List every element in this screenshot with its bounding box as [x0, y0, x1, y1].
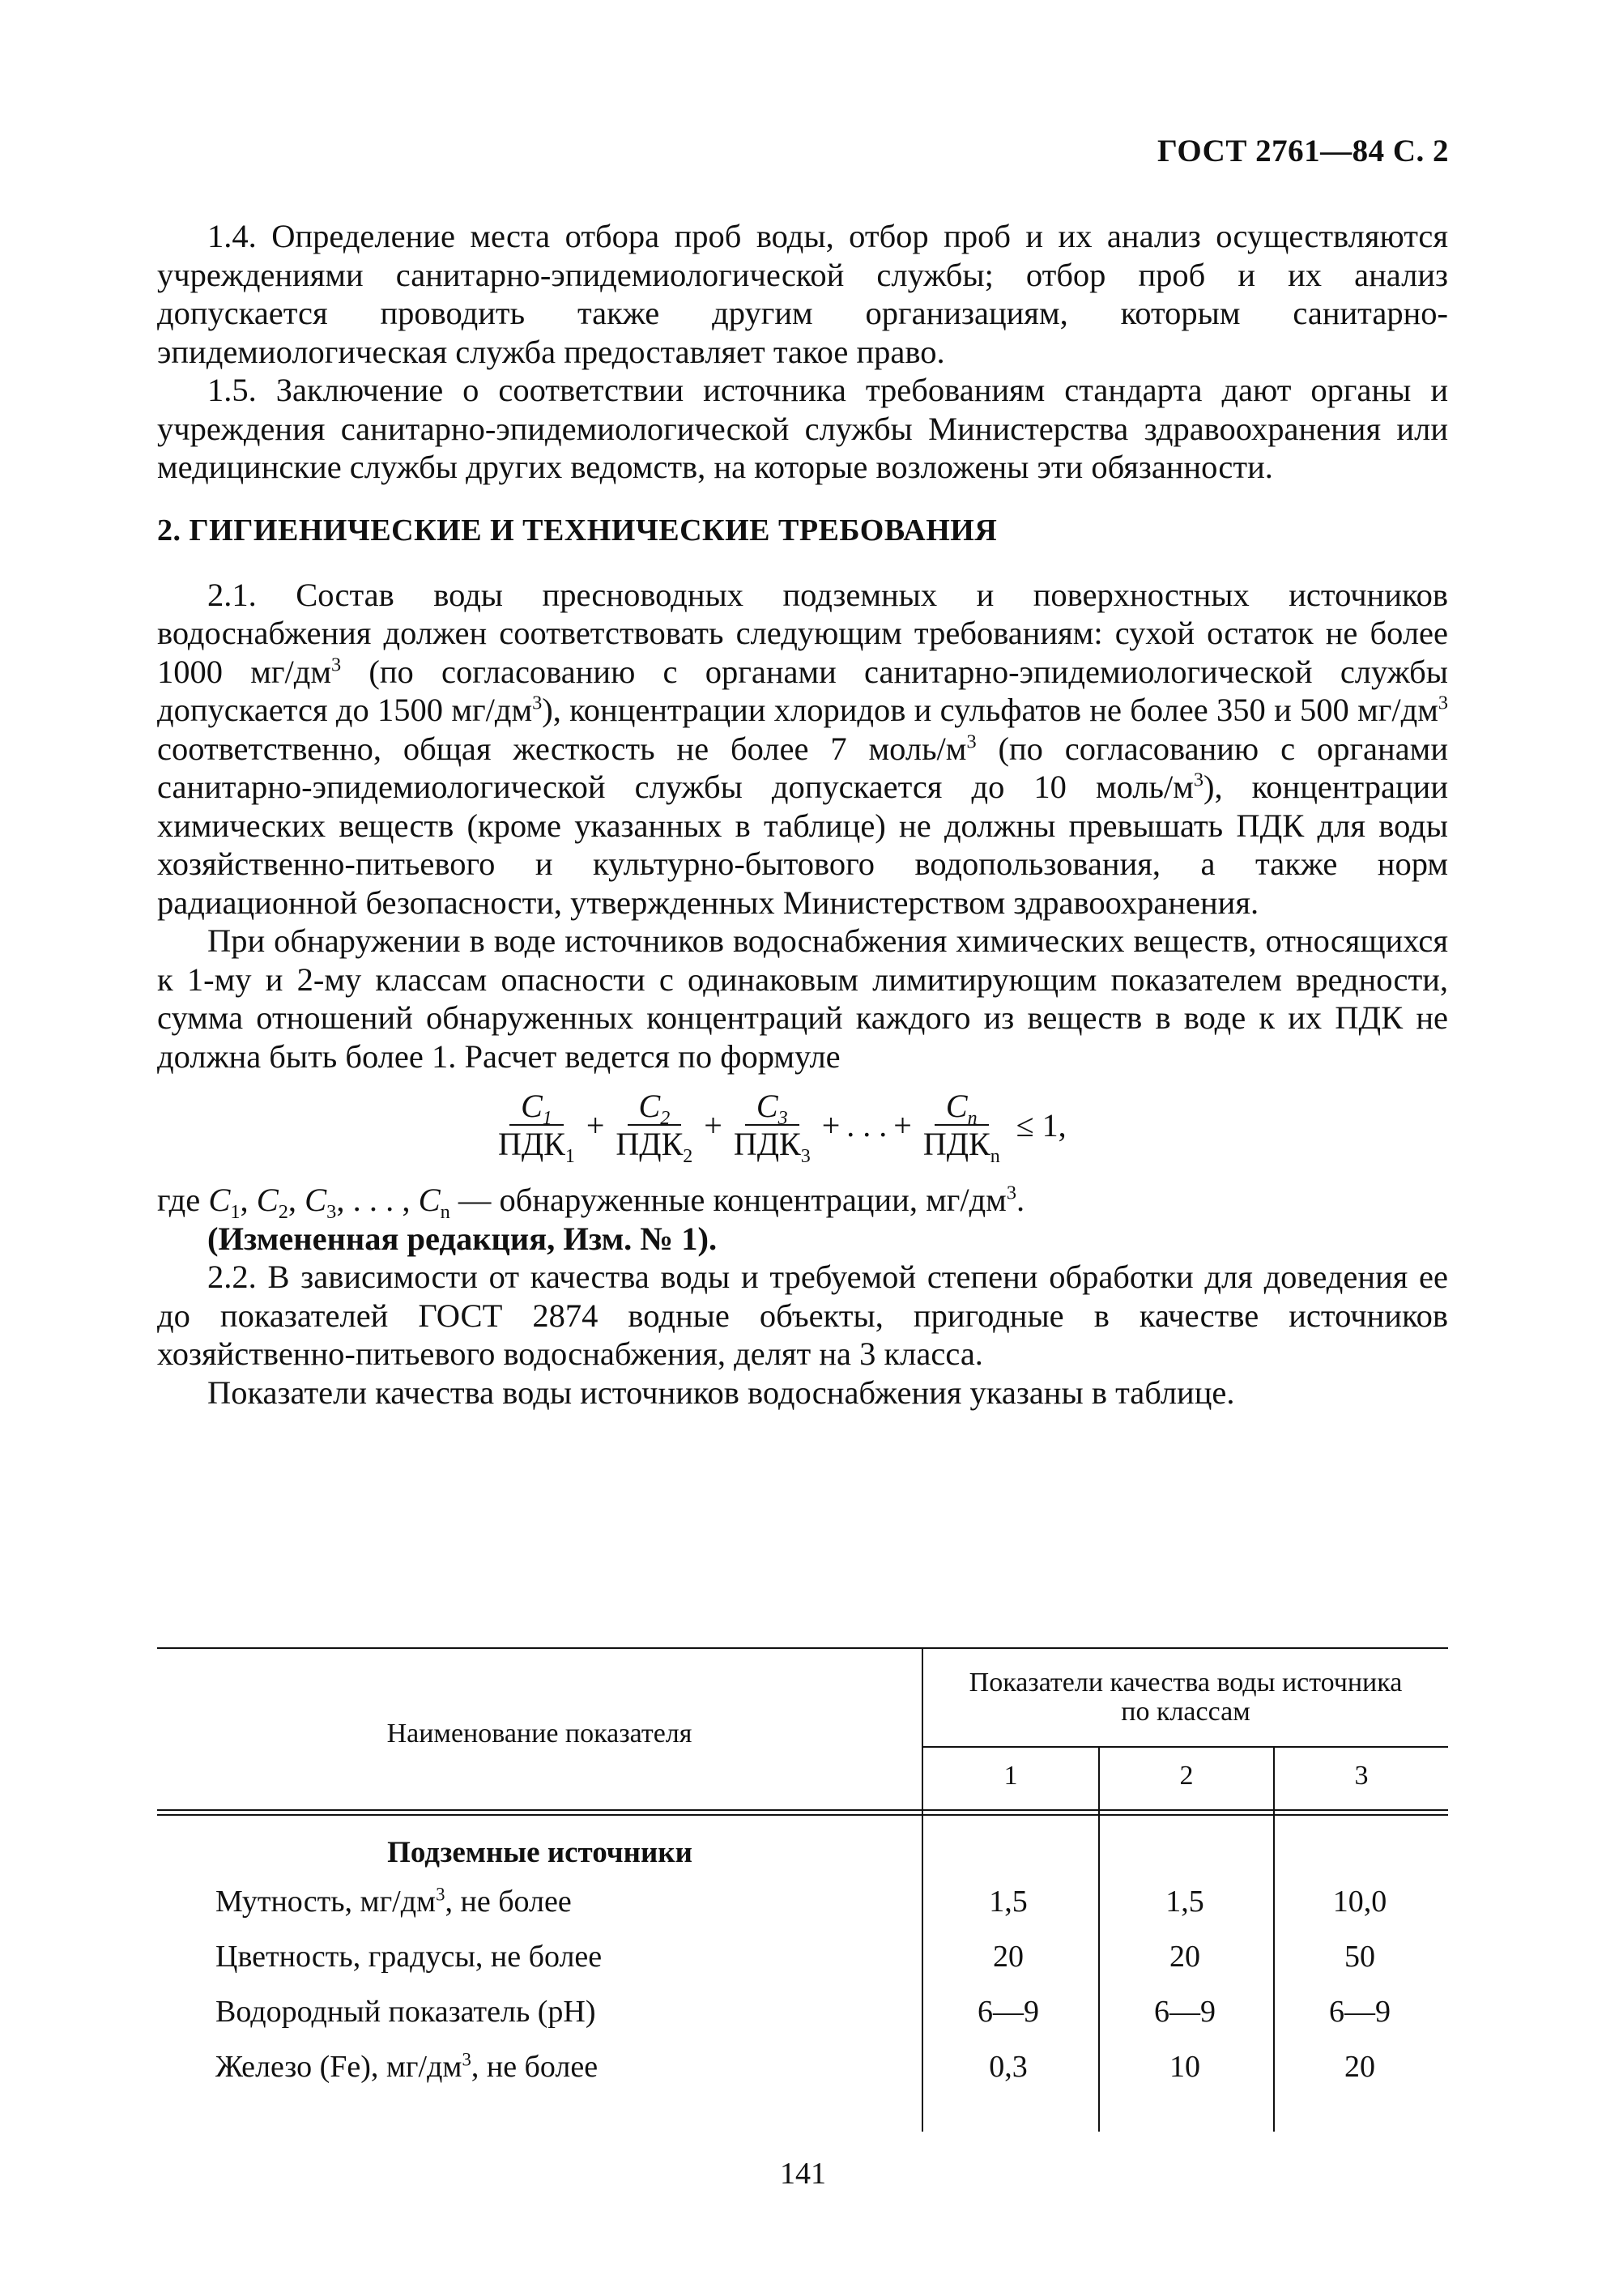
where-variables: $C_1$, $C_2$, $C_3$, . . . , $C_n$	[208, 1182, 450, 1224]
superscript: 3	[1193, 769, 1204, 791]
table-header-rule-2	[157, 1814, 1448, 1816]
table-row-label: Железо (Fe), $мг/дм^3$, не более	[215, 2049, 599, 2084]
column-header-class-3: 3	[1354, 1761, 1369, 1791]
column-header-classes: Показатели качества воды источника по классам	[969, 1668, 1403, 1727]
variable-c: C	[256, 1182, 279, 1218]
variable-subscript: n	[440, 1201, 450, 1224]
paragraph-1-5: 1.5. Заключение о соответствии источника требованиям стандарта дают органы и учреждения санитарно-эпидемиологической службы Министерства здравоохранения или медицинские службы других ведомств, на которые возложены эти обязанности.	[157, 372, 1448, 485]
table-group-rule	[923, 1746, 1448, 1748]
denominator: $ПДК_1$	[498, 1126, 575, 1167]
formula-fraction	[611, 1088, 697, 1167]
numerator: $C_3$	[745, 1088, 799, 1126]
table-cell-class-1: 6—9	[978, 1995, 1039, 2029]
variable-subscript: 2	[278, 1201, 288, 1224]
section-heading: 2. ГИГИЕНИЧЕСКИЕ И ТЕХНИЧЕСКИЕ ТРЕБОВАНИЯ	[157, 513, 998, 547]
table-cell-class-2: 20	[1169, 1940, 1200, 1974]
column-header-class-2: 2	[1179, 1761, 1194, 1791]
paragraph-2-2: 2.2. В зависимости от качества воды и требуемой степени обработки для доведения ее до показателей ГОСТ 2874 водные объекты, пригодные в качестве источников хозяйственно-питьевого водоснабжения, делят на 3 класса.	[157, 1259, 1448, 1372]
denominator: $ПДК_3$	[733, 1126, 811, 1167]
section-underground: Подземные источники	[387, 1836, 692, 1869]
paragraph-1-4: 1.4. Определение места отбора проб воды, отбор проб и их анализ осуществляются учреждениями санитарно-эпидемиологической службы; отбор проб и их анализ допускается проводить также другим организациям, которым санитарно-эпидемиологическая служба предоставляет такое право.	[157, 218, 1448, 370]
superscript: 3	[1438, 692, 1448, 714]
where-prefix: где	[157, 1182, 209, 1218]
paragraph-table-intro: Показатели качества воды источников водоснабжения указаны в таблице.	[207, 1374, 1235, 1411]
variable-c: C	[418, 1182, 441, 1218]
table-row-label: Водородный показатель (рН)	[215, 1995, 596, 2029]
paragraph-2-1	[157, 576, 1448, 922]
denominator: $ПДК_2$	[616, 1126, 693, 1167]
superscript: 3	[330, 654, 342, 675]
table-cell-class-3: 50	[1344, 1940, 1375, 1974]
p2-1-part-f: ), концентрации химических веществ (кроме указанных в таблице) не должны превышать ПДК для воды хозяйственно-питьевого и культурно-бытового водопользования, а также норм радиационной безопасности, утвержденных Министерством здравоохранения.	[157, 769, 1448, 921]
plus-sign: +	[586, 1107, 605, 1144]
table-cell-class-3: 10,0	[1332, 1885, 1387, 1919]
amendment-note: (Измененная редакция, Изм. № 1).	[207, 1220, 718, 1257]
p2-1-part-c: ), концентрации хлоридов и сульфатов не более 350 и 500 мг/дм	[542, 692, 1438, 728]
formula-expression	[490, 1088, 1070, 1167]
p2-1-part-b: (по согласованию с органами санитарно-эпидемиологической службы допускается до 1500 мг/дм	[157, 653, 1448, 728]
numerator: $C_1$	[509, 1088, 564, 1126]
plus-sign: +	[704, 1107, 722, 1144]
where-suffix: — обнаруженные концентрации, мг/дм	[449, 1182, 1007, 1218]
superscript: 3	[966, 731, 977, 752]
numerator: $C_n$	[935, 1088, 989, 1126]
ellipsis: . . .	[846, 1107, 888, 1144]
column-header-name: Наименование показателя	[386, 1719, 692, 1749]
p2-1-part-a: 2.1. Состав воды пресноводных подземных и поверхностных источников водоснабжения должен соответствовать следующим требованиям: сухой остаток не более 1000 мг/дм	[157, 576, 1448, 690]
table-cell-class-2: 10	[1169, 2050, 1200, 2084]
table-cell-class-1: 0,3	[989, 2050, 1028, 2084]
table-cell-class-3: 20	[1344, 2050, 1375, 2084]
table-cell-class-3: 6—9	[1329, 1995, 1391, 2029]
quality-table	[157, 1647, 1448, 2132]
body-text	[157, 217, 1448, 1412]
formula-fraction	[493, 1088, 580, 1167]
table-header-rule-1	[157, 1809, 1448, 1811]
variable-c: C	[305, 1182, 327, 1218]
formula	[157, 1087, 1448, 1176]
variable-subscript: 1	[230, 1201, 241, 1224]
plus-sign: +	[893, 1107, 912, 1144]
formula-fraction	[918, 1088, 1005, 1167]
variable-subscript: 3	[326, 1201, 337, 1224]
page-header: ГОСТ 2761—84 С. 2	[1157, 134, 1449, 168]
formula-fraction	[729, 1088, 816, 1167]
plus-sign: +	[821, 1107, 841, 1144]
table-cell-class-1: 20	[993, 1940, 1024, 1974]
p2-1-part-d: соответственно, общая жесткость не более 7 моль/м	[157, 730, 967, 767]
table-cell-class-1: 1,5	[989, 1885, 1028, 1919]
variable-c: C	[208, 1182, 231, 1218]
superscript: 3	[1006, 1182, 1016, 1204]
denominator: $ПДК_n$	[922, 1126, 1000, 1167]
superscript: 3	[532, 692, 543, 714]
page-number: 141	[780, 2157, 826, 2191]
table-row-label: Мутность, $мг/дм^3$, не более	[215, 1884, 572, 1919]
numerator: $C_2$	[628, 1088, 682, 1126]
table-row-label: Цветность, градусы, не более	[215, 1940, 603, 1974]
p2-1-part-e: (по согласованию с органами санитарно-эпидемиологической службы допускается до 10 моль/м	[157, 730, 1448, 805]
table-cell-class-2: 1,5	[1165, 1885, 1204, 1919]
formula-explanation: где $C_1$, $C_2$, $C_3$, . . . , $C_n$ — обнаруженные концентрации, $мг/дм^3$.	[157, 1182, 1025, 1224]
table-top-rule	[157, 1647, 1448, 1649]
table-cell-class-2: 6—9	[1154, 1995, 1216, 2029]
paragraph-detection: При обнаружении в воде источников водоснабжения химических веществ, относящихся к 1-му и 2-му классам опасности с одинаковым лимитирующим показателем вредности, сумма отношений обнаруженных концентраций каждого из веществ в воде к их ПДК не должна быть более 1. Расчет ведется по формуле	[157, 922, 1448, 1075]
relation: ≤ 1,	[1016, 1107, 1067, 1144]
column-header-class-1: 1	[1003, 1761, 1018, 1791]
